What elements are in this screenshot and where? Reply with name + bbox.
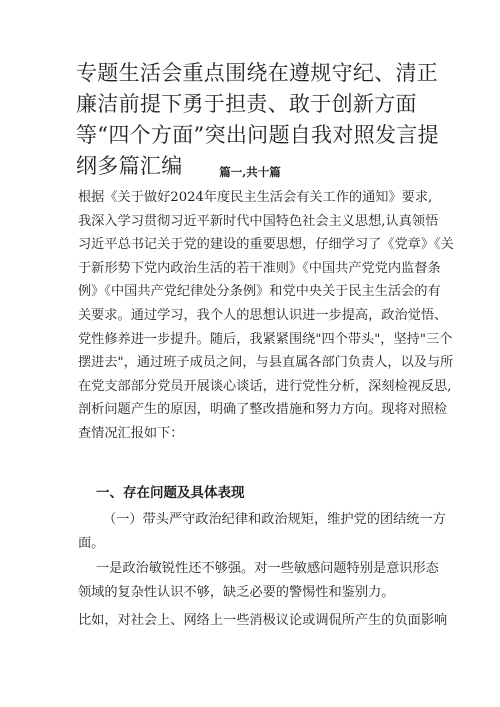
section-heading: 一、存在问题及具体表现: [96, 485, 245, 501]
text-line: 比如，对社会上、网络上一些消极议论或调侃所产生的负面影响: [78, 613, 448, 628]
text-line: （一）带头严守政治纪律和政治规矩，维护党的团结统一方: [103, 512, 446, 527]
text-line: 关要求。通过学习，我个人的思想认识进一步提高，政治觉悟、: [78, 307, 448, 323]
paragraph-point-one: [78, 557, 439, 604]
text-line: 根据《关于做好2024年度民主生活会有关工作的通知》要求,: [78, 190, 433, 205]
text-line: 摆进去"，通过班子成员之间，与县直属各部门负责人，以及与所: [78, 355, 454, 371]
text-line: 领域的复杂性认识不够，缺乏必要的警惕性和鉴别力。: [78, 584, 395, 600]
paragraph-intro: [78, 186, 454, 446]
text-line: 面。: [78, 535, 105, 551]
text-line: 在党支部部分党员开展谈心谈话，进行党性分析，深刻检视反思,: [78, 378, 452, 394]
document-subtitle: 篇一,共十篇: [219, 165, 281, 179]
document-title: 专题生活会重点围绕在遵规守纪、清正廉洁前提下勇于担责、敢于创新方面等“四个方面”突出问题自我对照发言提纲多篇汇编: [76, 61, 439, 178]
text-line: 一是政治敏锐性还不够强。对一些敏感问题特别是意识形态: [96, 561, 439, 576]
text-line: 于新形势下党内政治生活的若干准则》《中国共产党党内监督条: [78, 260, 441, 276]
text-line: 剖析问题产生的原因，明确了整改措施和努力方向。现将对照检: [78, 402, 448, 418]
text-line: 党性修养进一步提升。随后，我紧紧围绕"四个带头"，坚持"三个: [78, 331, 453, 347]
paragraph-subsection: [78, 508, 446, 555]
text-line: 我深入学习贯彻习近平新时代中国特色社会主义思想,认真领悟: [78, 213, 439, 229]
text-line: 查情况汇报如下：: [78, 425, 184, 441]
paragraph-example: [78, 609, 447, 633]
text-line: 习近平总书记关于党的建设的重要思想，仔细学习了《党章》《关: [78, 237, 454, 253]
text-line: 例》《中国共产党纪律处分条例》和党中央关于民主生活会的有: [78, 284, 441, 300]
